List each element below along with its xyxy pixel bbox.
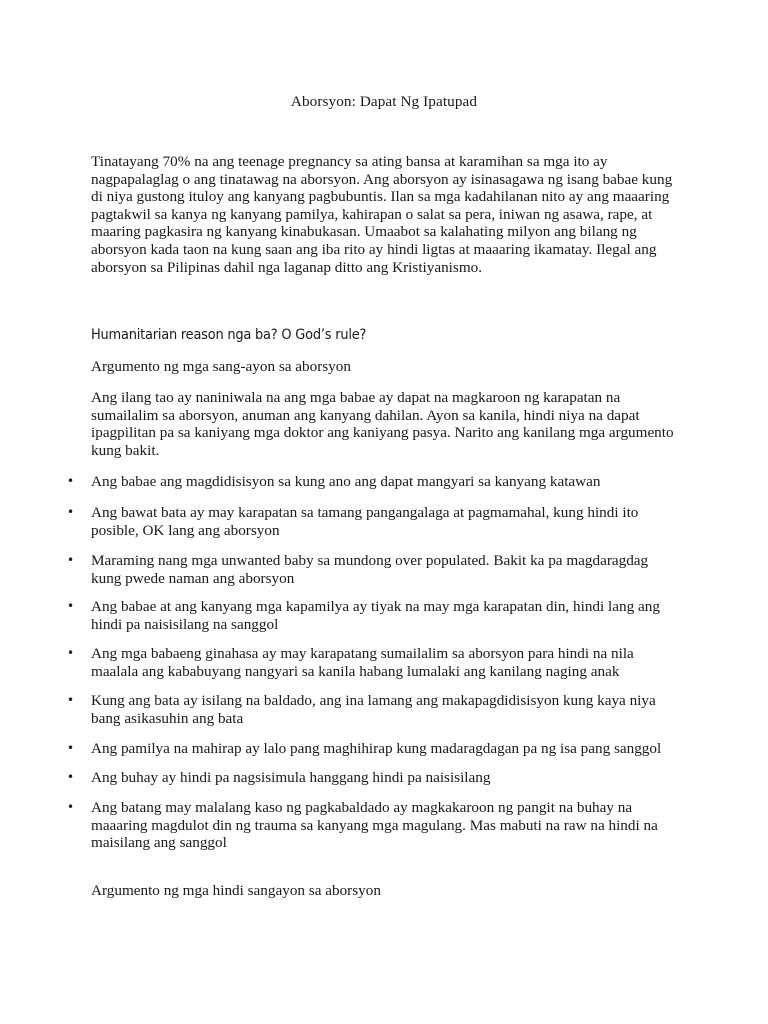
list-item <box>67 799 676 852</box>
list-item-text: Ang babae at ang kanyang mga kapamilya ay tiyak na may mga karapatan din, hindi lang ang hindi pa naisisilang na sanggol <box>91 598 660 633</box>
bullet-icon: • <box>67 553 75 567</box>
list-item <box>67 598 676 633</box>
list-item-text: Ang pamilya na mahirap ay lalo pang maghihirap kung madaragdagan pa ng isa pang sanggol <box>91 740 662 757</box>
bullet-icon: • <box>67 599 75 613</box>
bullet-icon: • <box>67 505 75 519</box>
list-item <box>67 552 676 587</box>
bullet-icon: • <box>67 646 75 660</box>
bullet-icon: • <box>67 741 75 755</box>
pro-heading: Argumento ng mga sang-ayon sa aborsyon <box>91 358 351 375</box>
list-item-text: Ang mga babaeng ginahasa ay may karapatang sumailalim sa aborsyon para hindi na nila maalala ang kababuyang nangyari sa kanila habang lumalaki ang kanilang naging anak <box>91 645 634 680</box>
list-item-text: Ang bawat bata ay may karapatan sa tamang pangangalaga at pagmamahal, kung hindi ito posible, OK lang ang aborsyon <box>91 504 639 539</box>
bullet-icon: • <box>67 770 75 784</box>
bullet-icon: • <box>67 474 75 488</box>
document-title: Aborsyon: Dapat Ng Ipatupad <box>290 93 478 110</box>
con-heading: Argumento ng mga hindi sangayon sa aborsyon <box>91 882 381 899</box>
list-item <box>67 473 676 491</box>
pro-intro-paragraph: Ang ilang tao ay naniniwala na ang mga babae ay dapat na magkaroon ng karapatan na sumailalim sa aborsyon, anuman ang kanyang dahilan. Ayon sa kanila, hindi niya na dapat ipagpilitan pa sa kaniyang mga doktor ang kaniyang pasya. Narito ang kanilang mga argumento kung bakit. <box>91 389 674 459</box>
list-item-text: Ang babae ang magdidisisyon sa kung ano ang dapat mangyari sa kanyang katawan <box>91 473 601 490</box>
list-item-text: Kung ang bata ay isilang na baldado, ang ina lamang ang makapagdidisisyon kung kaya niya bang asikasuhin ang bata <box>91 692 656 727</box>
list-item-text: Ang buhay ay hindi pa nagsisimula hanggang hindi pa naisisilang <box>91 769 491 786</box>
list-item <box>67 692 676 727</box>
question-heading: Humanitarian reason nga ba? O God’s rule? <box>91 327 367 343</box>
list-item <box>67 645 676 680</box>
list-item <box>67 769 676 787</box>
list-item <box>67 740 676 758</box>
bullet-icon: • <box>67 693 75 707</box>
list-item-text: Maraming nang mga unwanted baby sa mundong over populated. Bakit ka pa magdaragdag kung pwede naman ang aborsyon <box>91 552 649 587</box>
intro-paragraph: Tinatayang 70% na ang teenage pregnancy sa ating bansa at karamihan sa mga ito ay nagpapalaglag o ang tinatawag na aborsyon. Ang aborsyon ay isinasagawa ng isang babae kung di niya gustong ituloy ang kanyang pagbubuntis. Ilan sa mga kadahilanan nito ay ang maaaring pagtakwil sa kanya ng kanyang pamilya, kahirapan o salat sa pera, iniwan ng asawa, rape, at maaring pagkasira ng kanyang kinabukasan. Umaabot sa kalahating milyon ang bilang ng aborsyon kada taon na kung saan ang iba rito ay hindi ligtas at maaaring ikamatay. Ilegal ang aborsyon sa Pilipinas dahil nga laganap ditto ang Kristiyanismo. <box>91 153 673 276</box>
list-item-text: Ang batang may malalang kaso ng pagkabaldado ay magkakaroon ng pangit na buhay na maaaring magdulot din ng trauma sa kanyang mga magulang. Mas mabuti na raw na hindi na maisilang ang sanggol <box>91 799 658 852</box>
list-item <box>67 504 676 539</box>
bullet-icon: • <box>67 800 75 814</box>
